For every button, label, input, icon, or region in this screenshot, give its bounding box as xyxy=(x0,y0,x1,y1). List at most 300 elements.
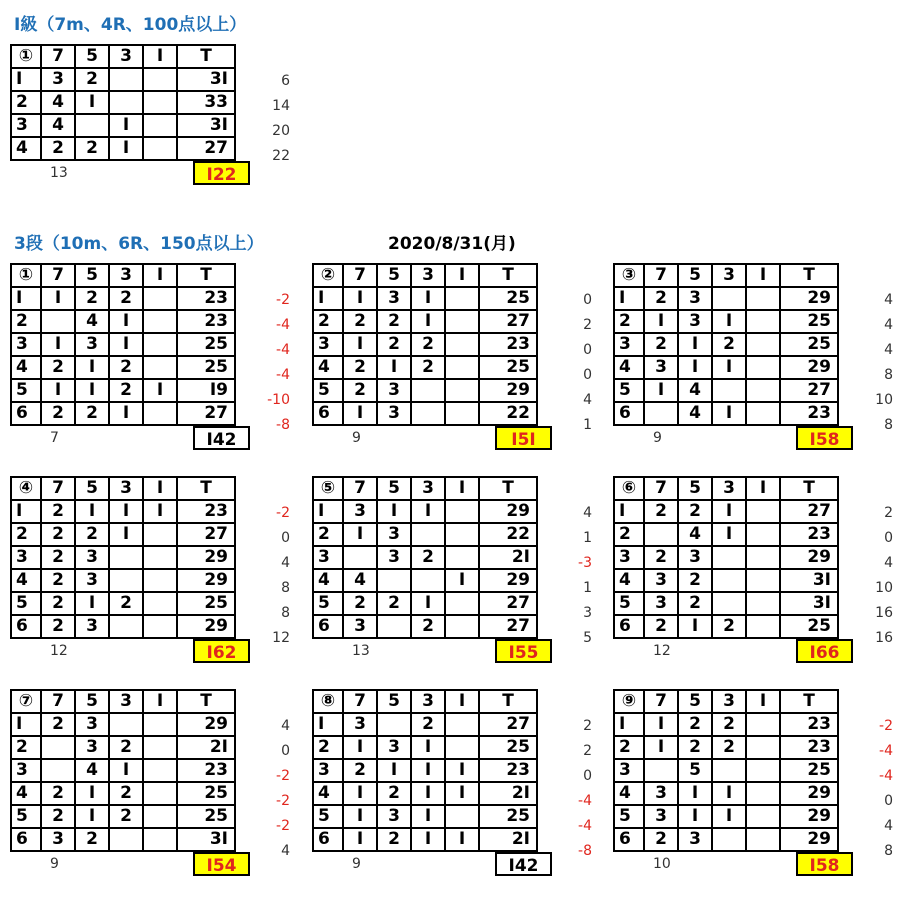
score-cell xyxy=(109,68,143,91)
scorecard xyxy=(10,263,290,454)
table-row xyxy=(614,546,838,569)
round-number: 5 xyxy=(11,805,41,828)
round-number: 3 xyxy=(313,546,343,569)
running-diff-column xyxy=(252,263,290,438)
score-cell xyxy=(109,828,143,851)
score-cell: 2 xyxy=(712,333,746,356)
table-row xyxy=(313,546,537,569)
score-cell: 2 xyxy=(644,615,678,638)
score-cell xyxy=(143,356,177,379)
subtotal-value: 12 xyxy=(50,643,68,659)
score-cell xyxy=(143,68,177,91)
running-diff: 10 xyxy=(875,580,893,596)
table-row xyxy=(614,500,838,523)
column-header: 3 xyxy=(411,264,445,287)
score-cell: 2 xyxy=(343,356,377,379)
running-diff: 3 xyxy=(583,605,592,621)
column-header: 5 xyxy=(75,264,109,287)
running-diff: -4 xyxy=(578,818,592,834)
round-number: 3 xyxy=(614,546,644,569)
score-cell: Ⅰ xyxy=(712,310,746,333)
round-number: 6 xyxy=(11,402,41,425)
score-cell xyxy=(746,546,780,569)
table-row xyxy=(313,805,537,828)
column-header: T xyxy=(479,477,537,500)
round-total: 23 xyxy=(780,713,838,736)
round-total: 3Ⅰ xyxy=(780,569,838,592)
score-table xyxy=(10,476,236,639)
running-diff: 8 xyxy=(281,580,290,596)
column-header: 7 xyxy=(644,690,678,713)
round-total: 25 xyxy=(780,759,838,782)
round-total: 23 xyxy=(479,759,537,782)
table-row xyxy=(313,569,537,592)
section2-title: 3段（10m、6R、150点以上） xyxy=(14,234,264,254)
score-cell: 2 xyxy=(678,736,712,759)
score-cell: Ⅰ xyxy=(712,782,746,805)
running-diff: 0 xyxy=(583,292,592,308)
score-cell: 4 xyxy=(75,759,109,782)
column-header: 3 xyxy=(712,477,746,500)
running-diff: 16 xyxy=(875,630,893,646)
score-cell: Ⅰ xyxy=(109,523,143,546)
running-diff: -2 xyxy=(276,292,290,308)
header-row xyxy=(614,477,838,500)
score-cell: Ⅰ xyxy=(343,523,377,546)
card-footer xyxy=(613,852,853,880)
column-header: Ⅰ xyxy=(445,690,479,713)
running-diff: 22 xyxy=(272,148,290,164)
round-number: 4 xyxy=(11,569,41,592)
running-diff-column xyxy=(554,263,592,438)
score-cell: Ⅰ xyxy=(377,356,411,379)
running-diff: -2 xyxy=(879,718,893,734)
running-diff: 4 xyxy=(281,843,290,859)
table-row xyxy=(614,402,838,425)
card-footer xyxy=(10,161,250,189)
score-cell xyxy=(445,615,479,638)
header-row xyxy=(614,264,838,287)
round-total: 27 xyxy=(479,615,537,638)
score-cell: 2 xyxy=(41,402,75,425)
column-header: 3 xyxy=(411,477,445,500)
score-cell xyxy=(143,91,177,114)
score-cell xyxy=(445,713,479,736)
round-number: 5 xyxy=(313,592,343,615)
score-cell xyxy=(644,523,678,546)
score-cell: Ⅰ xyxy=(143,379,177,402)
round-number: 5 xyxy=(11,592,41,615)
column-header: Ⅰ xyxy=(746,690,780,713)
score-cell xyxy=(746,500,780,523)
round-number: 3 xyxy=(11,114,41,137)
round-number: 3 xyxy=(313,759,343,782)
table-row xyxy=(614,736,838,759)
score-cell: 2 xyxy=(41,592,75,615)
round-total: 23 xyxy=(177,759,235,782)
round-number: 6 xyxy=(614,828,644,851)
score-cell: 3 xyxy=(678,310,712,333)
score-cell: Ⅰ xyxy=(411,828,445,851)
table-row xyxy=(11,713,235,736)
round-number: 4 xyxy=(614,782,644,805)
score-cell: Ⅰ xyxy=(343,287,377,310)
round-number: Ⅰ xyxy=(614,713,644,736)
round-total: 25 xyxy=(177,356,235,379)
score-cell: 2 xyxy=(411,713,445,736)
score-cell: 3 xyxy=(678,828,712,851)
round-number: 2 xyxy=(313,523,343,546)
column-header: T xyxy=(479,690,537,713)
score-cell: 3 xyxy=(343,713,377,736)
score-cell xyxy=(109,615,143,638)
column-header: Ⅰ xyxy=(143,690,177,713)
column-header: Ⅰ xyxy=(445,264,479,287)
round-number: 3 xyxy=(614,333,644,356)
grand-total: Ⅰ62 xyxy=(193,639,250,663)
header-row xyxy=(11,690,235,713)
running-diff: 6 xyxy=(281,73,290,89)
round-total: 29 xyxy=(780,805,838,828)
header-row xyxy=(313,264,537,287)
score-cell: Ⅰ xyxy=(109,137,143,160)
running-diff: 4 xyxy=(281,718,290,734)
table-row xyxy=(313,287,537,310)
running-diff-column xyxy=(855,476,893,651)
table-row xyxy=(11,287,235,310)
score-cell: 2 xyxy=(377,333,411,356)
running-diff-column xyxy=(252,476,290,651)
score-cell: 3 xyxy=(678,546,712,569)
score-cell xyxy=(746,592,780,615)
column-header: 7 xyxy=(644,264,678,287)
score-cell: 2 xyxy=(678,569,712,592)
round-number: Ⅰ xyxy=(11,500,41,523)
header-row xyxy=(11,477,235,500)
card-number: ② xyxy=(313,264,343,287)
round-total: 29 xyxy=(780,828,838,851)
table-row xyxy=(313,333,537,356)
table-row xyxy=(614,592,838,615)
score-cell: 2 xyxy=(41,713,75,736)
score-cell: 2 xyxy=(343,379,377,402)
score-cell: 3 xyxy=(644,356,678,379)
score-cell: 4 xyxy=(75,310,109,333)
column-header: 5 xyxy=(377,477,411,500)
score-cell xyxy=(143,137,177,160)
round-number: 2 xyxy=(313,310,343,333)
score-cell: 2 xyxy=(41,523,75,546)
score-cell: Ⅰ xyxy=(712,523,746,546)
score-cell: 2 xyxy=(411,615,445,638)
round-total: 29 xyxy=(177,713,235,736)
score-cell: 2 xyxy=(343,310,377,333)
table-row xyxy=(313,759,537,782)
grand-total: Ⅰ55 xyxy=(495,639,552,663)
score-cell xyxy=(411,569,445,592)
running-diff: 0 xyxy=(884,530,893,546)
score-cell xyxy=(644,402,678,425)
score-cell: 2 xyxy=(41,546,75,569)
score-cell: 3 xyxy=(343,500,377,523)
round-total: 25 xyxy=(177,333,235,356)
grand-total: Ⅰ42 xyxy=(193,426,250,450)
column-header: T xyxy=(780,477,838,500)
round-total: 25 xyxy=(177,592,235,615)
score-cell: Ⅰ xyxy=(411,782,445,805)
round-total: 22 xyxy=(479,402,537,425)
score-cell xyxy=(712,592,746,615)
subtotal-value: 10 xyxy=(653,856,671,872)
round-number: 4 xyxy=(313,356,343,379)
score-cell: 2 xyxy=(644,287,678,310)
running-diff: -2 xyxy=(276,818,290,834)
score-cell xyxy=(712,546,746,569)
running-diff: -2 xyxy=(276,505,290,521)
score-cell: 3 xyxy=(377,805,411,828)
running-diff-column xyxy=(554,689,592,864)
round-number: 5 xyxy=(313,379,343,402)
grand-total: Ⅰ66 xyxy=(796,639,853,663)
score-cell: 3 xyxy=(644,805,678,828)
running-diff: -2 xyxy=(276,768,290,784)
score-cell: Ⅰ xyxy=(445,759,479,782)
table-row xyxy=(313,379,537,402)
running-diff: -3 xyxy=(578,555,592,571)
score-cell: Ⅰ xyxy=(411,592,445,615)
score-cell: 2 xyxy=(41,500,75,523)
score-table xyxy=(10,689,236,852)
score-cell: Ⅰ xyxy=(41,287,75,310)
score-cell xyxy=(143,615,177,638)
score-cell: 2 xyxy=(377,592,411,615)
round-total: 29 xyxy=(780,287,838,310)
score-cell: 3 xyxy=(377,402,411,425)
score-cell: 2 xyxy=(75,137,109,160)
running-diff: 8 xyxy=(884,843,893,859)
round-number: 6 xyxy=(614,615,644,638)
round-total: 2Ⅰ xyxy=(479,828,537,851)
date-label: 2020/8/31(月) xyxy=(388,234,516,254)
column-header: 5 xyxy=(377,690,411,713)
round-total: 2Ⅰ xyxy=(479,782,537,805)
score-cell: Ⅰ xyxy=(411,759,445,782)
table-row xyxy=(614,333,838,356)
score-cell: Ⅰ xyxy=(343,782,377,805)
table-row xyxy=(11,828,235,851)
round-number: 3 xyxy=(614,759,644,782)
running-diff: 10 xyxy=(875,392,893,408)
card-footer xyxy=(312,426,552,454)
table-row xyxy=(614,615,838,638)
score-cell xyxy=(41,736,75,759)
round-total: 23 xyxy=(177,287,235,310)
column-header: 5 xyxy=(75,477,109,500)
round-number: 6 xyxy=(11,615,41,638)
score-cell: Ⅰ xyxy=(644,736,678,759)
score-cell: 3 xyxy=(41,68,75,91)
score-cell xyxy=(143,287,177,310)
score-cell: Ⅰ xyxy=(377,759,411,782)
score-cell: 3 xyxy=(377,546,411,569)
subtotal-value: 12 xyxy=(653,643,671,659)
score-cell: 3 xyxy=(75,546,109,569)
score-cell: Ⅰ xyxy=(644,379,678,402)
round-total: 29 xyxy=(177,569,235,592)
round-number: 5 xyxy=(614,379,644,402)
round-total: 3Ⅰ xyxy=(780,592,838,615)
score-table xyxy=(10,263,236,426)
round-number: Ⅰ xyxy=(614,287,644,310)
score-cell: Ⅰ xyxy=(109,402,143,425)
round-total: 27 xyxy=(780,500,838,523)
score-cell xyxy=(143,713,177,736)
score-cell: Ⅰ xyxy=(109,759,143,782)
table-row xyxy=(313,402,537,425)
score-cell xyxy=(445,402,479,425)
score-cell: Ⅰ xyxy=(75,592,109,615)
score-cell xyxy=(746,782,780,805)
round-total: 27 xyxy=(177,137,235,160)
score-cell xyxy=(746,828,780,851)
column-header: 3 xyxy=(109,690,143,713)
running-diff: 16 xyxy=(875,605,893,621)
round-total: 25 xyxy=(780,615,838,638)
table-row xyxy=(11,68,235,91)
running-diff-column xyxy=(252,689,290,864)
round-number: 6 xyxy=(313,402,343,425)
score-cell: Ⅰ xyxy=(678,805,712,828)
round-total: 23 xyxy=(479,333,537,356)
round-total: 27 xyxy=(479,592,537,615)
score-cell: 2 xyxy=(109,287,143,310)
score-cell: 3 xyxy=(377,523,411,546)
round-number: 3 xyxy=(11,333,41,356)
score-cell xyxy=(109,713,143,736)
score-cell: 2 xyxy=(109,592,143,615)
running-diff: 4 xyxy=(884,342,893,358)
score-cell xyxy=(644,759,678,782)
score-cell: Ⅰ xyxy=(678,615,712,638)
scorecard xyxy=(10,44,290,189)
score-cell xyxy=(746,805,780,828)
running-diff-column xyxy=(855,263,893,438)
score-cell: 2 xyxy=(712,736,746,759)
score-cell xyxy=(143,546,177,569)
table-row xyxy=(614,523,838,546)
column-header: T xyxy=(177,690,235,713)
running-diff: 4 xyxy=(884,292,893,308)
running-diff: 1 xyxy=(583,417,592,433)
score-cell: 2 xyxy=(41,782,75,805)
running-diff: 4 xyxy=(884,555,893,571)
running-diff: -8 xyxy=(276,417,290,433)
running-diff: 0 xyxy=(281,530,290,546)
score-cell xyxy=(746,736,780,759)
card-number: ④ xyxy=(11,477,41,500)
round-number: 3 xyxy=(313,333,343,356)
column-header: Ⅰ xyxy=(445,477,479,500)
column-header: 5 xyxy=(678,690,712,713)
score-cell xyxy=(143,402,177,425)
round-number: 2 xyxy=(313,736,343,759)
running-diff-column xyxy=(554,476,592,651)
section1-title: Ⅰ級（7m、4R、100点以上） xyxy=(14,15,247,35)
table-row xyxy=(11,402,235,425)
round-total: 23 xyxy=(177,500,235,523)
round-number: 3 xyxy=(11,546,41,569)
score-cell: 2 xyxy=(41,615,75,638)
round-total: 23 xyxy=(780,736,838,759)
column-header: T xyxy=(177,477,235,500)
score-cell: Ⅰ xyxy=(712,356,746,379)
score-cell: 3 xyxy=(75,736,109,759)
card-number: ⑤ xyxy=(313,477,343,500)
score-cell xyxy=(143,569,177,592)
subtotal-value: 13 xyxy=(352,643,370,659)
running-diff: -4 xyxy=(578,793,592,809)
scorecard xyxy=(312,263,592,454)
score-cell: Ⅰ xyxy=(644,713,678,736)
score-cell: Ⅰ xyxy=(445,782,479,805)
running-diff: -4 xyxy=(276,317,290,333)
round-number: 6 xyxy=(313,828,343,851)
score-cell: 2 xyxy=(75,523,109,546)
score-cell xyxy=(143,782,177,805)
score-cell xyxy=(746,356,780,379)
score-cell: 2 xyxy=(109,736,143,759)
scorecard xyxy=(613,263,893,454)
score-cell: Ⅰ xyxy=(75,782,109,805)
running-diff: 4 xyxy=(583,392,592,408)
score-cell xyxy=(746,402,780,425)
round-number: 4 xyxy=(313,569,343,592)
table-row xyxy=(11,569,235,592)
column-header: Ⅰ xyxy=(143,264,177,287)
score-cell: 2 xyxy=(377,310,411,333)
score-cell: Ⅰ xyxy=(41,333,75,356)
round-number: 2 xyxy=(11,523,41,546)
score-cell: 2 xyxy=(343,759,377,782)
score-cell xyxy=(746,615,780,638)
round-number: 2 xyxy=(11,736,41,759)
score-cell xyxy=(712,759,746,782)
round-number: 2 xyxy=(614,310,644,333)
card-number: ⑥ xyxy=(614,477,644,500)
score-cell: Ⅰ xyxy=(411,805,445,828)
running-diff: 20 xyxy=(272,123,290,139)
score-cell: 2 xyxy=(644,828,678,851)
score-cell xyxy=(109,91,143,114)
score-cell xyxy=(377,569,411,592)
score-cell: 2 xyxy=(75,287,109,310)
score-cell xyxy=(343,546,377,569)
score-cell xyxy=(445,592,479,615)
score-cell: Ⅰ xyxy=(712,805,746,828)
score-cell: 2 xyxy=(41,569,75,592)
table-row xyxy=(614,759,838,782)
table-row xyxy=(11,615,235,638)
round-number: 6 xyxy=(614,402,644,425)
subtotal-value: 13 xyxy=(50,165,68,181)
column-header: Ⅰ xyxy=(143,45,177,68)
round-number: 5 xyxy=(313,805,343,828)
running-diff: -4 xyxy=(879,743,893,759)
score-cell xyxy=(143,114,177,137)
score-cell: 2 xyxy=(109,805,143,828)
score-cell xyxy=(143,805,177,828)
round-number: 4 xyxy=(614,356,644,379)
